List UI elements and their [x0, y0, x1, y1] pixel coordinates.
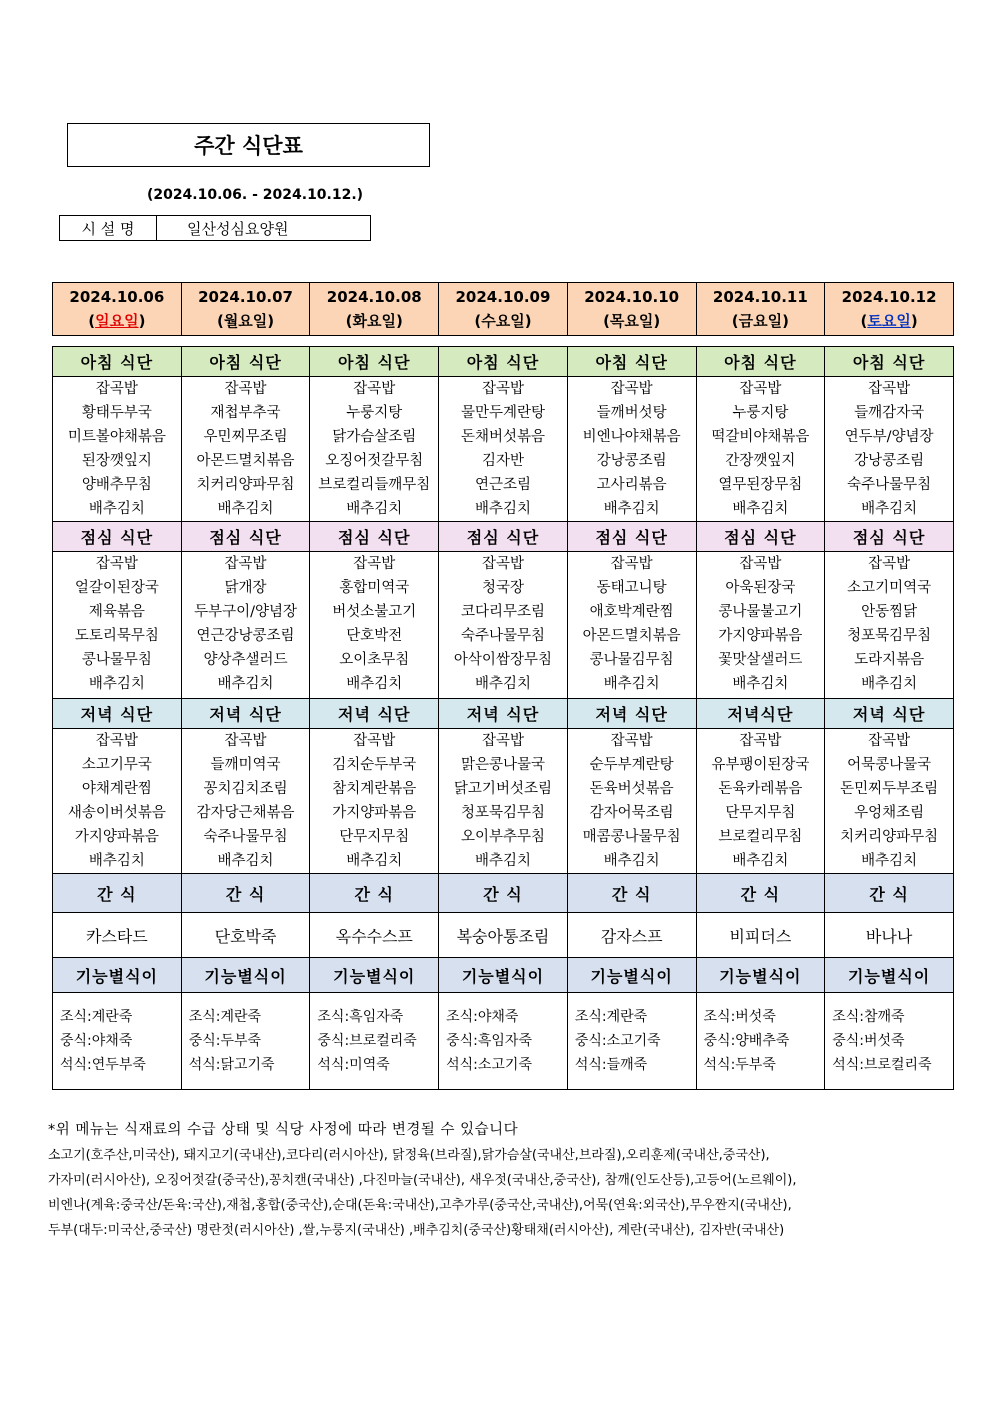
date-text: 2024.10.12 — [841, 288, 937, 306]
lunch-menu-item: 잡곡밥 — [353, 556, 396, 572]
dinner-menu-item: 들깨미역국 — [210, 757, 281, 773]
dinner-menu-item: 매콤콩나물무침 — [582, 829, 681, 845]
date-header-table — [52, 282, 954, 336]
breakfast-menu-item: 배추김치 — [346, 501, 403, 517]
date-cell — [181, 283, 310, 336]
snack-item: 바나나 — [825, 913, 954, 958]
lunch-menu-item: 잡곡밥 — [481, 556, 524, 572]
lunch-menu-item: 배추김치 — [346, 676, 403, 692]
dinner-menu-item: 배추김치 — [603, 853, 660, 869]
breakfast-menu-item: 된장깻잎지 — [81, 453, 152, 469]
breakfast-menu-item: 김자반 — [481, 453, 524, 469]
dinner-menu-item: 참치계란볶음 — [332, 781, 417, 797]
date-cell — [439, 283, 568, 336]
dinner-menu-item: 새송이버섯볶음 — [67, 805, 166, 821]
functional-diet-header: 기능별식이 — [181, 958, 310, 993]
functional-diet-cell — [439, 993, 568, 1090]
dinner-menu-item: 브로컬리무침 — [718, 829, 803, 845]
lunch-menu-item: 잡곡밥 — [610, 556, 653, 572]
weekday-text: 일요일 — [95, 312, 139, 330]
facility-name: 일산성심요양원 — [187, 219, 289, 238]
snack-item: 단호박죽 — [181, 913, 310, 958]
breakfast-menu-item: 미트볼야채볶음 — [67, 429, 166, 445]
facility-label: 시 설 명 — [60, 216, 157, 240]
snack-item: 카스타드 — [53, 913, 182, 958]
functional-diet-item: 조식:야채죽 — [446, 1009, 519, 1025]
dinner-menu-item: 잡곡밥 — [95, 733, 138, 749]
lunch-menu-item: 홍합미역국 — [339, 580, 410, 596]
breakfast-menu-item: 잡곡밥 — [868, 381, 911, 397]
dinner-menu-item: 소고기무국 — [81, 757, 152, 773]
breakfast-menu-cell — [53, 377, 182, 522]
dinner-menu-item: 우엉채조림 — [854, 805, 925, 821]
weekday-open-paren: ( — [603, 312, 610, 330]
breakfast-menu-cell — [696, 377, 825, 522]
functional-diet-item: 조식:버섯죽 — [703, 1009, 776, 1025]
breakfast-menu-item: 잡곡밥 — [610, 381, 653, 397]
functional-diet-header: 기능별식이 — [310, 958, 439, 993]
lunch-menu-cell — [181, 552, 310, 699]
functional-diet-item: 조식:계란죽 — [574, 1009, 648, 1025]
breakfast-menu-cell — [181, 377, 310, 522]
dinner-menu-item: 가지양파볶음 — [74, 829, 159, 845]
lunch-menu-item: 잡곡밥 — [224, 556, 267, 572]
lunch-menu-item: 잡곡밥 — [95, 556, 138, 572]
lunch-header: 점심 식단 — [696, 522, 825, 552]
functional-diet-cell — [310, 993, 439, 1090]
lunch-menu-item: 도라지볶음 — [854, 652, 925, 668]
lunch-menu-item: 아몬드멸치볶음 — [582, 628, 681, 644]
breakfast-menu-item: 양배추무침 — [81, 477, 152, 493]
weekday-open-paren: ( — [88, 312, 96, 330]
lunch-menu-item: 아욱된장국 — [725, 580, 796, 596]
dinner-menu-cell — [53, 729, 182, 874]
breakfast-menu-cell — [439, 377, 568, 522]
dinner-menu-item: 꽁치김치조림 — [203, 781, 288, 797]
weekday-line — [182, 309, 310, 333]
facility-box — [59, 215, 371, 241]
snack-header: 간 식 — [181, 874, 310, 913]
weekday-text: 수요일 — [481, 312, 525, 330]
weekday-close-paren: ) — [782, 312, 789, 330]
dinner-header: 저녁 식단 — [439, 699, 568, 729]
lunch-menu-item: 콩나물불고기 — [718, 604, 803, 620]
functional-diet-item: 중식:소고기죽 — [574, 1033, 661, 1049]
lunch-header: 점심 식단 — [53, 522, 182, 552]
breakfast-menu-cell — [567, 377, 696, 522]
dinner-menu-item: 잡곡밥 — [610, 733, 653, 749]
functional-diet-item: 중식:브로컬리죽 — [317, 1033, 417, 1049]
functional-diet-cell — [53, 993, 182, 1090]
weekday-close-paren: ) — [267, 312, 275, 330]
functional-diet-item: 조식:참깨죽 — [832, 1009, 905, 1025]
snack-item: 복숭아통조림 — [439, 913, 568, 958]
breakfast-menu-item: 떡갈비야채볶음 — [711, 429, 810, 445]
breakfast-menu-item: 돈채버섯볶음 — [460, 429, 545, 445]
functional-diet-item: 석식:미역죽 — [317, 1057, 390, 1073]
breakfast-menu-cell — [825, 377, 954, 522]
breakfast-menu-item: 배추김치 — [217, 501, 274, 517]
dinner-menu-item: 어묵콩나물국 — [847, 757, 932, 773]
functional-diet-item: 석식:들깨죽 — [574, 1057, 648, 1073]
lunch-menu-item: 배추김치 — [603, 676, 660, 692]
date-cell — [825, 283, 954, 336]
date-text: 2024.10.09 — [455, 288, 551, 306]
functional-diet-header: 기능별식이 — [567, 958, 696, 993]
note-line: 비엔나(계육:중국산/돈육:국산),재첩,홍합(중국산),순대(돈육:국내산),고추가루(중국산,국내산),어묵(연육:외국산),무우짠지(국내산), — [48, 1198, 792, 1213]
lunch-menu-item: 단호박전 — [346, 628, 403, 644]
lunch-menu-item: 소고기미역국 — [847, 580, 932, 596]
dinner-menu-cell — [567, 729, 696, 874]
breakfast-menu-item: 들깨버섯탕 — [596, 405, 667, 421]
lunch-menu-cell — [53, 552, 182, 699]
breakfast-menu-item: 배추김치 — [474, 501, 531, 517]
weekday-line — [439, 309, 567, 333]
weekly-menu-table — [52, 346, 954, 1090]
lunch-menu-item: 제육볶음 — [88, 604, 145, 620]
breakfast-menu-item: 고사리볶음 — [596, 477, 667, 493]
lunch-menu-item: 청포묵김무침 — [847, 628, 932, 644]
date-cell — [53, 283, 182, 336]
weekday-open-paren: ( — [216, 312, 224, 330]
lunch-menu-item: 배추김치 — [732, 676, 789, 692]
dinner-menu-item: 잡곡밥 — [739, 733, 782, 749]
functional-diet-header: 기능별식이 — [439, 958, 568, 993]
functional-diet-item: 중식:흑임자죽 — [446, 1033, 532, 1049]
weekday-text: 월요일 — [223, 312, 268, 330]
functional-diet-item: 석식:닭고기죽 — [188, 1057, 275, 1073]
functional-diet-item: 조식:흑임자죽 — [317, 1009, 404, 1025]
lunch-menu-cell — [567, 552, 696, 699]
dinner-menu-item: 잡곡밥 — [868, 733, 911, 749]
snack-item: 감자스프 — [567, 913, 696, 958]
lunch-menu-item: 가지양파볶음 — [718, 628, 803, 644]
breakfast-menu-item: 배추김치 — [88, 501, 145, 517]
dinner-menu-item: 감자어묵조림 — [589, 805, 674, 821]
dinner-menu-item: 돈육카레볶음 — [718, 781, 803, 797]
functional-diet-item: 중식:두부죽 — [188, 1033, 262, 1049]
dinner-menu-item: 야채계란찜 — [81, 781, 152, 797]
lunch-menu-item: 애호박계란찜 — [589, 604, 674, 620]
dinner-menu-item: 배추김치 — [346, 853, 403, 869]
lunch-menu-item: 청국장 — [481, 580, 524, 596]
breakfast-menu-item: 닭가슴살조림 — [332, 429, 417, 445]
lunch-menu-item: 숙주나물무침 — [460, 628, 545, 644]
weekday-open-paren: ( — [474, 312, 482, 330]
functional-diet-item: 석식:브로컬리죽 — [832, 1057, 932, 1073]
dinner-menu-item: 잡곡밥 — [224, 733, 267, 749]
lunch-menu-cell — [310, 552, 439, 699]
functional-diet-item: 중식:야채죽 — [60, 1033, 133, 1049]
functional-diet-item: 석식:두부죽 — [703, 1057, 776, 1073]
breakfast-menu-item: 연두부/양념장 — [844, 429, 934, 445]
breakfast-menu-item: 배추김치 — [861, 501, 918, 517]
dinner-menu-item: 배추김치 — [217, 853, 274, 869]
dinner-header: 저녁 식단 — [567, 699, 696, 729]
snack-item: 옥수수스프 — [310, 913, 439, 958]
lunch-menu-item: 잡곡밥 — [739, 556, 782, 572]
breakfast-menu-item: 아몬드멸치볶음 — [196, 453, 295, 469]
breakfast-menu-item: 숙주나물무침 — [847, 477, 932, 493]
snack-header: 간 식 — [310, 874, 439, 913]
dinner-header: 저녁 식단 — [310, 699, 439, 729]
breakfast-menu-item: 잡곡밥 — [739, 381, 782, 397]
lunch-menu-item: 아삭이쌈장무침 — [453, 652, 552, 668]
weekday-close-paren: ) — [653, 312, 661, 330]
dinner-menu-item: 가지양파볶음 — [332, 805, 417, 821]
snack-header: 간 식 — [53, 874, 182, 913]
weekday-text: 금요일 — [738, 312, 783, 330]
weekday-text: 토요일 — [867, 312, 911, 330]
snack-header: 간 식 — [439, 874, 568, 913]
lunch-menu-item: 콩나물김무침 — [589, 652, 674, 668]
weekday-close-paren: ) — [138, 312, 146, 330]
dinner-menu-cell — [696, 729, 825, 874]
functional-diet-header: 기능별식이 — [53, 958, 182, 993]
functional-diet-cell — [567, 993, 696, 1090]
lunch-menu-item: 배추김치 — [474, 676, 531, 692]
lunch-menu-item: 두부구이/양념장 — [194, 604, 298, 620]
breakfast-menu-item: 황태두부국 — [81, 405, 152, 421]
snack-header: 간 식 — [825, 874, 954, 913]
breakfast-menu-item: 오징어젓갈무침 — [325, 453, 424, 469]
weekday-open-paren: ( — [860, 312, 868, 330]
breakfast-header: 아침 식단 — [310, 347, 439, 377]
functional-diet-cell — [696, 993, 825, 1090]
dinner-menu-item: 감자당근채볶음 — [196, 805, 295, 821]
date-cell — [696, 283, 825, 336]
lunch-menu-item: 버섯소불고기 — [332, 604, 417, 620]
dinner-menu-item: 치커리양파무침 — [840, 829, 939, 845]
breakfast-header: 아침 식단 — [567, 347, 696, 377]
ingredient-origin-notes — [48, 1118, 968, 1243]
breakfast-menu-item: 누룽지탕 — [732, 405, 789, 421]
date-cell — [567, 283, 696, 336]
dinner-menu-item: 배추김치 — [861, 853, 918, 869]
functional-diet-item: 조식:계란죽 — [188, 1009, 262, 1025]
dinner-menu-item: 단무지무침 — [725, 805, 796, 821]
lunch-menu-item: 얼갈이된장국 — [74, 580, 159, 596]
dinner-menu-item: 닭고기버섯조림 — [453, 781, 552, 797]
lunch-header: 점심 식단 — [567, 522, 696, 552]
snack-item: 비피더스 — [696, 913, 825, 958]
weekday-open-paren: ( — [731, 312, 739, 330]
lunch-menu-item: 동태고니탕 — [596, 580, 667, 596]
dinner-menu-item: 김치순두부국 — [332, 757, 417, 773]
lunch-menu-item: 배추김치 — [861, 676, 918, 692]
dinner-menu-item: 잡곡밥 — [481, 733, 524, 749]
weekday-line — [697, 309, 825, 333]
breakfast-menu-item: 재첩부추국 — [210, 405, 281, 421]
lunch-menu-item: 잡곡밥 — [868, 556, 911, 572]
breakfast-header: 아침 식단 — [53, 347, 182, 377]
breakfast-menu-item: 들깨감자국 — [854, 405, 925, 421]
lunch-menu-item: 양상추샐러드 — [203, 652, 288, 668]
date-text: 2024.10.07 — [198, 288, 293, 306]
breakfast-menu-item: 배추김치 — [732, 501, 789, 517]
weekday-text: 목요일 — [609, 312, 654, 330]
lunch-menu-item: 배추김치 — [88, 676, 145, 692]
dinner-menu-cell — [310, 729, 439, 874]
breakfast-header: 아침 식단 — [825, 347, 954, 377]
note-line: 두부(대두:미국산,중국산) 명란젓(러시아산) ,쌀,누룽지(국내산) ,배추김치(중국산)황태채(러시아산), 계란(국내산), 김자반(국내산) — [48, 1223, 785, 1238]
lunch-menu-cell — [696, 552, 825, 699]
dinner-menu-cell — [181, 729, 310, 874]
dinner-header: 저녁 식단 — [825, 699, 954, 729]
functional-diet-item: 석식:소고기죽 — [446, 1057, 532, 1073]
page-title: 주간 식단표 — [67, 123, 430, 167]
lunch-menu-item: 연근강낭콩조림 — [196, 628, 295, 644]
functional-diet-item: 중식:버섯죽 — [832, 1033, 905, 1049]
weekday-open-paren: ( — [345, 312, 353, 330]
note-line: 가자미(러시아산), 오징어젓갈(중국산),꽁치캔(국내산) ,다진마늘(국내산), 새우젓(국내산,중국산), 참깨(인도산등),고등어(노르웨이), — [48, 1173, 797, 1188]
functional-diet-item: 중식:양배추죽 — [703, 1033, 790, 1049]
weekday-line — [825, 309, 953, 333]
breakfast-menu-item: 누룽지탕 — [346, 405, 403, 421]
date-text: 2024.10.11 — [712, 288, 808, 306]
dinner-menu-item: 돈민찌두부조림 — [840, 781, 939, 797]
dinner-menu-item: 돈육버섯볶음 — [589, 781, 674, 797]
breakfast-menu-item: 열무된장무침 — [718, 477, 803, 493]
lunch-menu-item: 도토리묵무침 — [74, 628, 159, 644]
dinner-menu-item: 오이부추무침 — [460, 829, 545, 845]
breakfast-menu-item: 우민찌무조림 — [203, 429, 288, 445]
menu-period: (2024.10.06. - 2024.10.12.) — [146, 187, 364, 203]
breakfast-menu-item: 연근조림 — [474, 477, 531, 493]
functional-diet-cell — [825, 993, 954, 1090]
dinner-menu-item: 배추김치 — [732, 853, 789, 869]
breakfast-header: 아침 식단 — [696, 347, 825, 377]
lunch-header: 점심 식단 — [181, 522, 310, 552]
dinner-menu-item: 맑은콩나물국 — [460, 757, 545, 773]
lunch-header: 점심 식단 — [310, 522, 439, 552]
dinner-menu-cell — [439, 729, 568, 874]
dinner-menu-cell — [825, 729, 954, 874]
functional-diet-item: 조식:계란죽 — [60, 1009, 133, 1025]
date-text: 2024.10.06 — [69, 288, 165, 306]
weekday-line — [568, 309, 696, 333]
weekday-line — [53, 309, 181, 333]
weekday-line — [310, 309, 438, 333]
lunch-menu-item: 오이초무침 — [339, 652, 410, 668]
breakfast-menu-item: 잡곡밥 — [224, 381, 267, 397]
breakfast-menu-item: 물만두계란탕 — [460, 405, 545, 421]
breakfast-menu-item: 배추김치 — [603, 501, 660, 517]
date-text: 2024.10.08 — [326, 288, 422, 306]
breakfast-header: 아침 식단 — [439, 347, 568, 377]
dinner-menu-item: 숙주나물무침 — [203, 829, 288, 845]
note-line: *위 메뉴는 식재료의 수급 상태 및 식당 사정에 따라 변경될 수 있습니다 — [48, 1122, 519, 1138]
date-cell — [310, 283, 439, 336]
lunch-menu-item: 코다리무조림 — [460, 604, 545, 620]
breakfast-menu-item: 강낭콩조림 — [854, 453, 925, 469]
weekday-close-paren: ) — [396, 312, 403, 330]
dinner-menu-item: 순두부계란탕 — [589, 757, 674, 773]
date-text: 2024.10.10 — [584, 288, 680, 306]
weekday-text: 화요일 — [352, 312, 396, 330]
weekday-close-paren: ) — [524, 312, 532, 330]
dinner-menu-item: 배추김치 — [88, 853, 145, 869]
lunch-menu-cell — [825, 552, 954, 699]
dinner-menu-item: 단무지무침 — [339, 829, 410, 845]
lunch-menu-item: 콩나물무침 — [81, 652, 152, 668]
dinner-menu-item: 잡곡밥 — [353, 733, 396, 749]
dinner-menu-item: 청포묵김무침 — [460, 805, 545, 821]
functional-diet-header: 기능별식이 — [696, 958, 825, 993]
functional-diet-header: 기능별식이 — [825, 958, 954, 993]
lunch-menu-item: 꽃맛살샐러드 — [718, 652, 803, 668]
snack-header: 간 식 — [696, 874, 825, 913]
functional-diet-cell — [181, 993, 310, 1090]
breakfast-menu-item: 치커리양파무침 — [196, 477, 295, 493]
breakfast-menu-item: 브로컬리들깨무침 — [318, 477, 431, 493]
lunch-header: 점심 식단 — [825, 522, 954, 552]
note-line: 소고기(호주산,미국산), 돼지고기(국내산),코다리(러시아산), 닭정육(브라질),닭가슴살(국내산,브라질),오리훈제(국내산,중국산), — [48, 1148, 770, 1163]
dinner-header: 저녁 식단 — [181, 699, 310, 729]
dinner-header: 저녁 식단 — [53, 699, 182, 729]
lunch-menu-item: 닭개장 — [224, 580, 267, 596]
breakfast-menu-item: 잡곡밥 — [95, 381, 138, 397]
lunch-header: 점심 식단 — [439, 522, 568, 552]
breakfast-header: 아침 식단 — [181, 347, 310, 377]
breakfast-menu-item: 비엔나야채볶음 — [582, 429, 681, 445]
lunch-menu-cell — [439, 552, 568, 699]
dinner-header: 저녁식단 — [696, 699, 825, 729]
breakfast-menu-cell — [310, 377, 439, 522]
lunch-menu-item: 안동찜닭 — [861, 604, 918, 620]
snack-header: 간 식 — [567, 874, 696, 913]
dinner-menu-item: 배추김치 — [474, 853, 531, 869]
lunch-menu-item: 배추김치 — [217, 676, 274, 692]
breakfast-menu-item: 잡곡밥 — [481, 381, 524, 397]
breakfast-menu-item: 간장깻잎지 — [725, 453, 796, 469]
breakfast-menu-item: 강낭콩조림 — [596, 453, 667, 469]
weekday-close-paren: ) — [910, 312, 918, 330]
functional-diet-item: 석식:연두부죽 — [60, 1057, 146, 1073]
breakfast-menu-item: 잡곡밥 — [353, 381, 396, 397]
dinner-menu-item: 유부팽이된장국 — [711, 757, 810, 773]
